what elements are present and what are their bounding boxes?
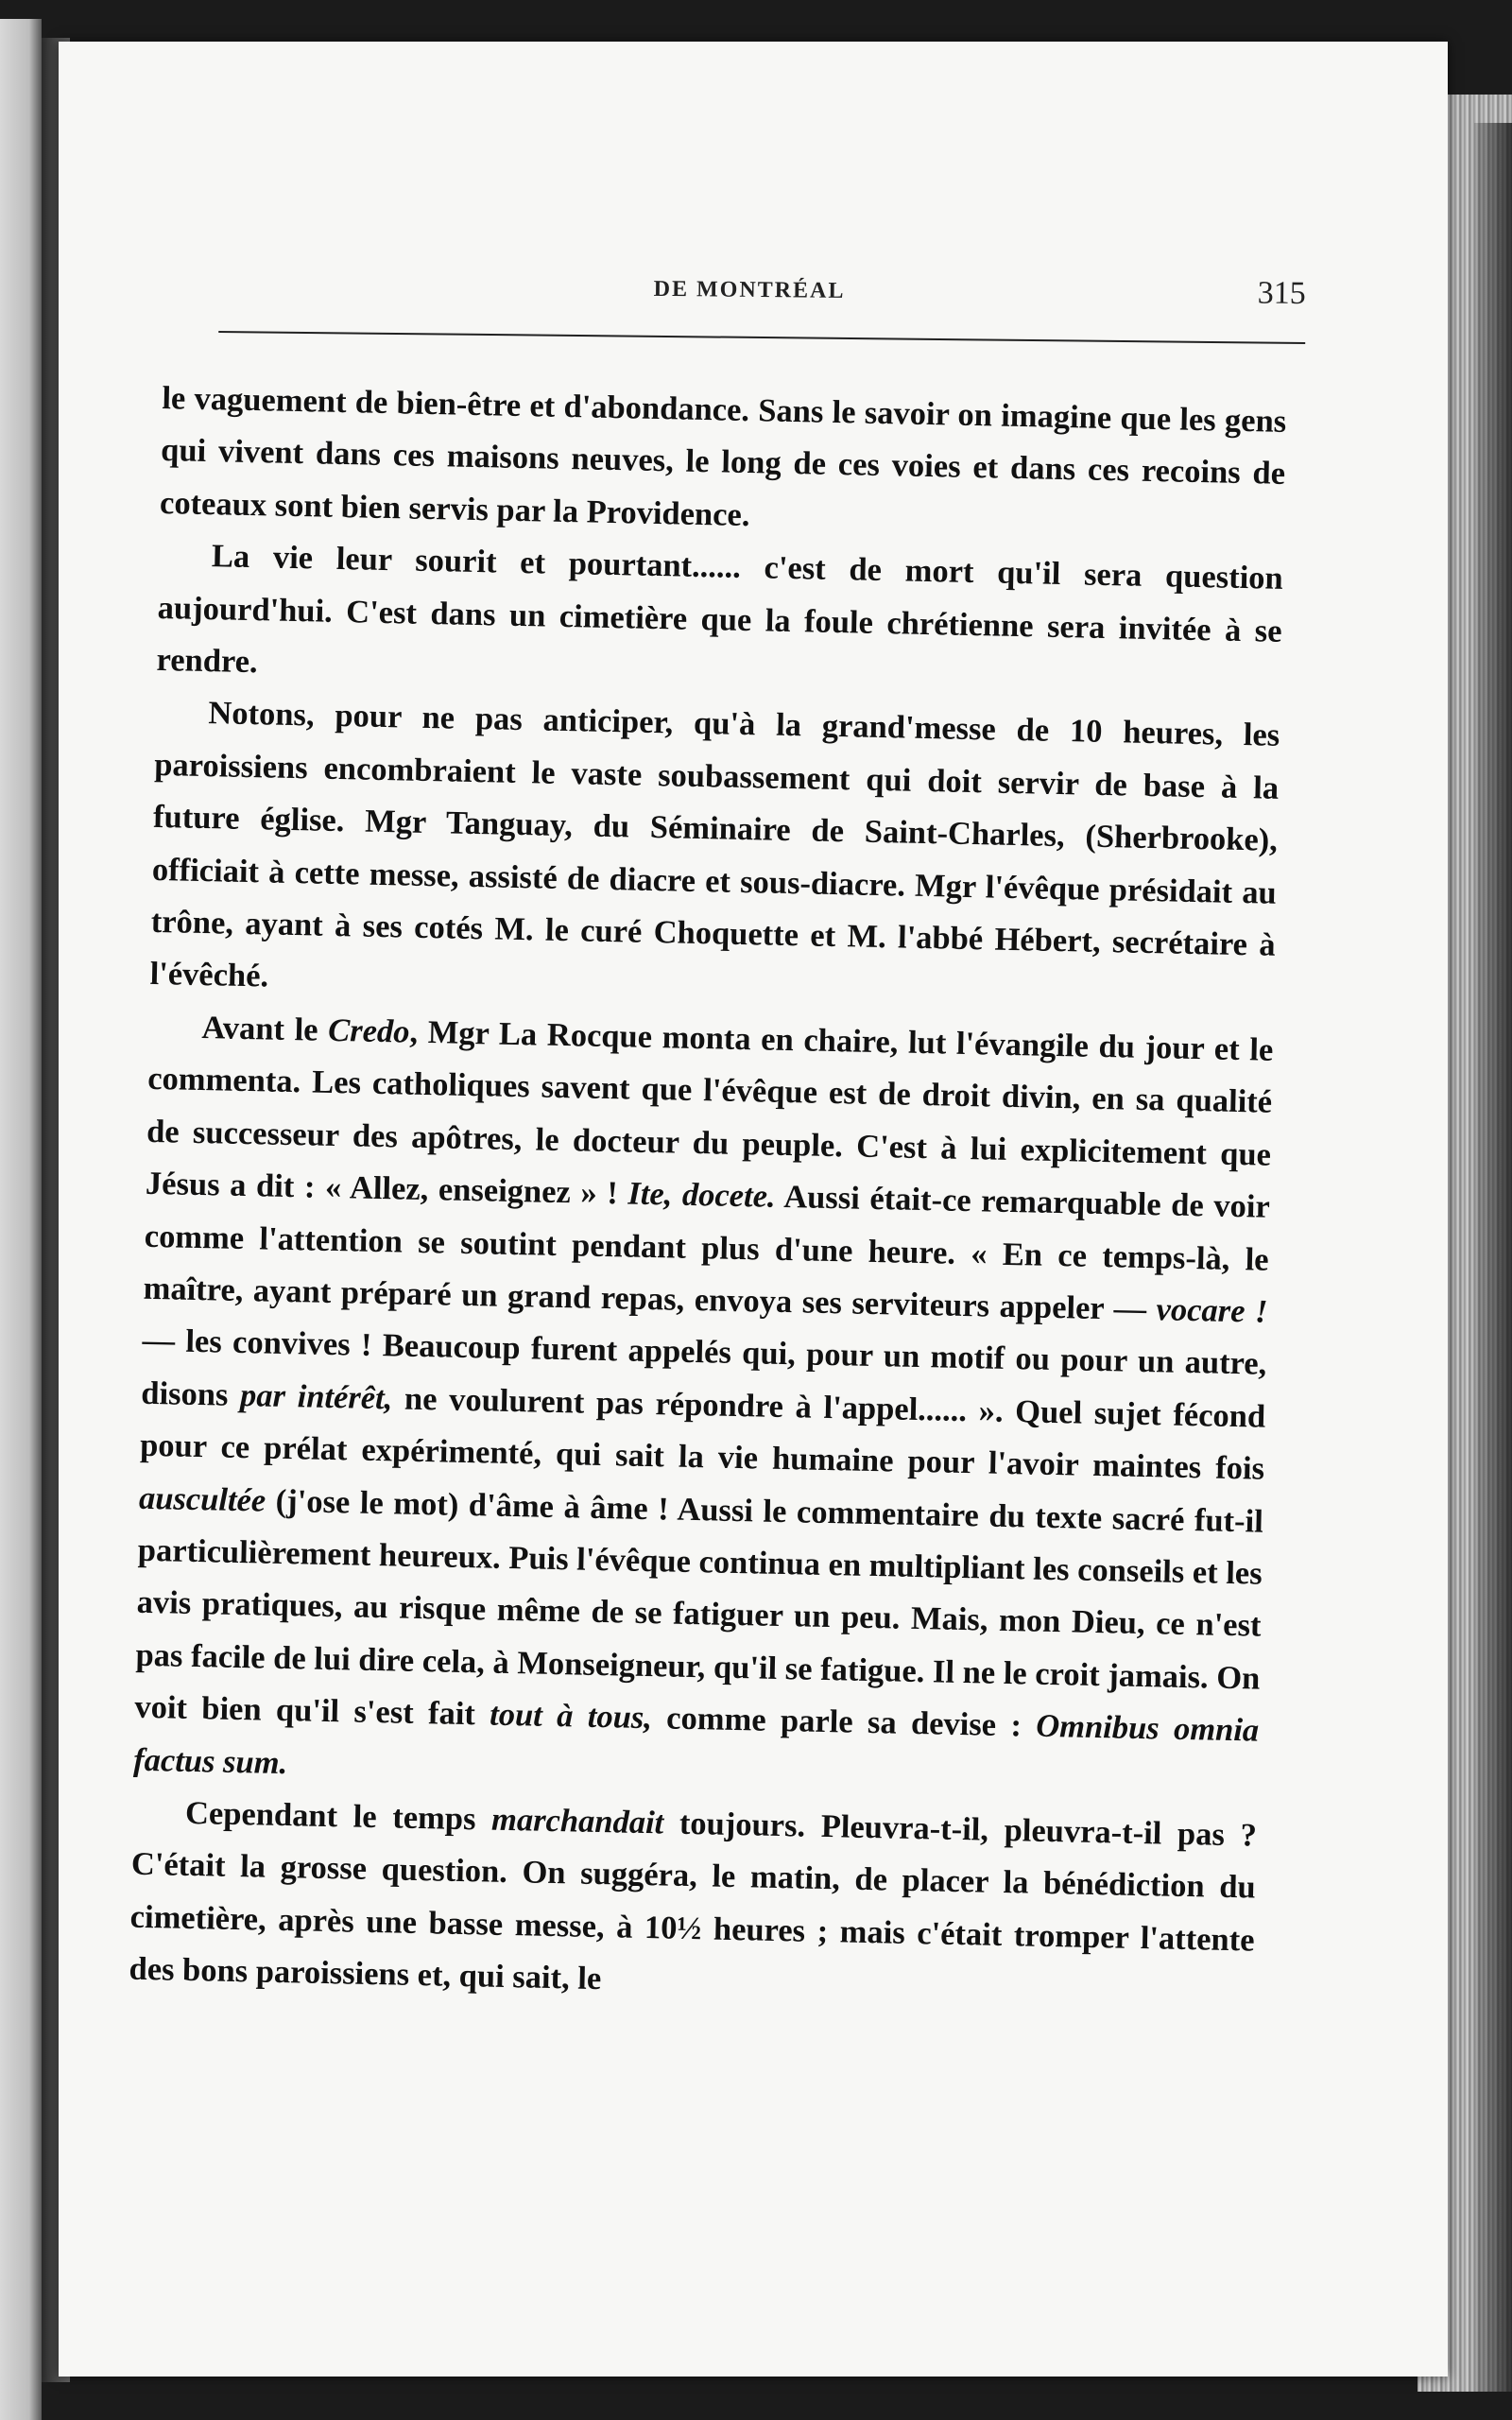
italic-tout-a-tous: tout à tous,: [489, 1696, 653, 1737]
paragraph-3: Notons, pour ne pas anticiper, qu'à la grand'messe de 10 heures, les paroissiens encombraient le vaste soubassement qui doit servir de base à la future église. Mgr Tanguay, du Séminaire de Saint-Charles, (Sherbrooke), officiait à cette messe, assisté de diacre et sous-diacre. Mgr l'évêque présidait au trône, ayant à ses cotés M. le curé Choquette et M. l'abbé Hébert, secrétaire à l'évêché.: [149, 695, 1280, 994]
italic-vocare: vocare !: [1156, 1291, 1268, 1330]
page-stack-shadow: [1474, 123, 1512, 2392]
italic-credo: Credo: [327, 1011, 410, 1050]
page-number: 315: [1257, 275, 1306, 312]
paragraph-4: [133, 1001, 1274, 1810]
text-run: , Mgr La Rocque monta en chaire, lut l'évangile du jour et le commenta. Les catholiques savent que l'évêque est de droit divin, en sa qualité de successeur des apôtres, le docteur du peuple. C'est à lui explicitement que Jésus a dit : « Allez, enseignez » !: [145, 1013, 1274, 1212]
paragraph-5: [129, 1787, 1257, 2019]
text-run: — les convives ! Beaucoup furent appelés qui, pour un motif ou pour un autre, disons: [140, 1322, 1267, 1413]
paragraph-2: La vie leur sourit et pourtant...... c'est de mort qu'il sera question aujourd'hui. C'est dans un cimetière que la foule chrétienne sera invitée à se rendre.: [156, 538, 1284, 681]
body-text: [129, 372, 1287, 2019]
text-run: Cependant le temps: [184, 1794, 492, 1838]
text-run: (j'ose le mot) d'âme à âme ! Aussi le commentaire du texte sacré fut-il particulièrement heureux. Puis l'évêque continua en multipliant les conseils et les avis pratiques, au risque même de se fatiguer un peu. Mais, mon Dieu, ce n'est pas facile de lui dire cela, à Monseigneur, qu'il se fatigue. Il ne le croit jamais. On voit bien qu'il s'est fait: [134, 1482, 1264, 1733]
book-page: [59, 42, 1448, 2377]
italic-ite-docete: Ite, docete.: [627, 1175, 776, 1215]
text-run: ne voulurent pas répondre à l'appel...... ». Quel sujet fécond pour ce prélat expérimenté, qui sait la vie humaine pour l'avoir maintes fois: [139, 1380, 1266, 1487]
running-head: DE MONTRÉAL: [653, 276, 846, 303]
italic-par-interet: par intérêt,: [239, 1376, 393, 1417]
italic-auscultee: auscultée: [138, 1479, 266, 1519]
italic-marchandait: marchandait: [490, 1801, 664, 1841]
text-run: Avant le: [201, 1009, 329, 1048]
text-run: comme parle sa devise :: [651, 1700, 1037, 1744]
text-run: Aussi était-ce remarquable de voir comme l'attention se soutint pendant plus d'une heure. « En ce temps-là, le maître, ayant préparé un grand repas, envoya ses serviteurs appeler —: [143, 1178, 1271, 1328]
paragraph-1: le vaguement de bien-être et d'abondance. Sans le savoir on imagine que les gens qui vivent dans ces maisons neuves, le long de ces voies et dans ces recoins de coteaux sont bien servis par la Providence.: [159, 379, 1287, 533]
italic-devise: Omnibus omnia factus sum.: [132, 1707, 1260, 1781]
text-run: toujours. Pleuvra-t-il, pleuvra-t-il pas ? C'était la grosse question. On suggéra, le matin, de placer la bénédiction du cimetière, après une basse messe, à 10½ heures ; mais c'était tromper l'attente des bons paroissiens et, qui sait, le: [129, 1805, 1258, 1997]
page-header: [218, 265, 1306, 344]
facing-page-edge: [0, 19, 42, 2420]
